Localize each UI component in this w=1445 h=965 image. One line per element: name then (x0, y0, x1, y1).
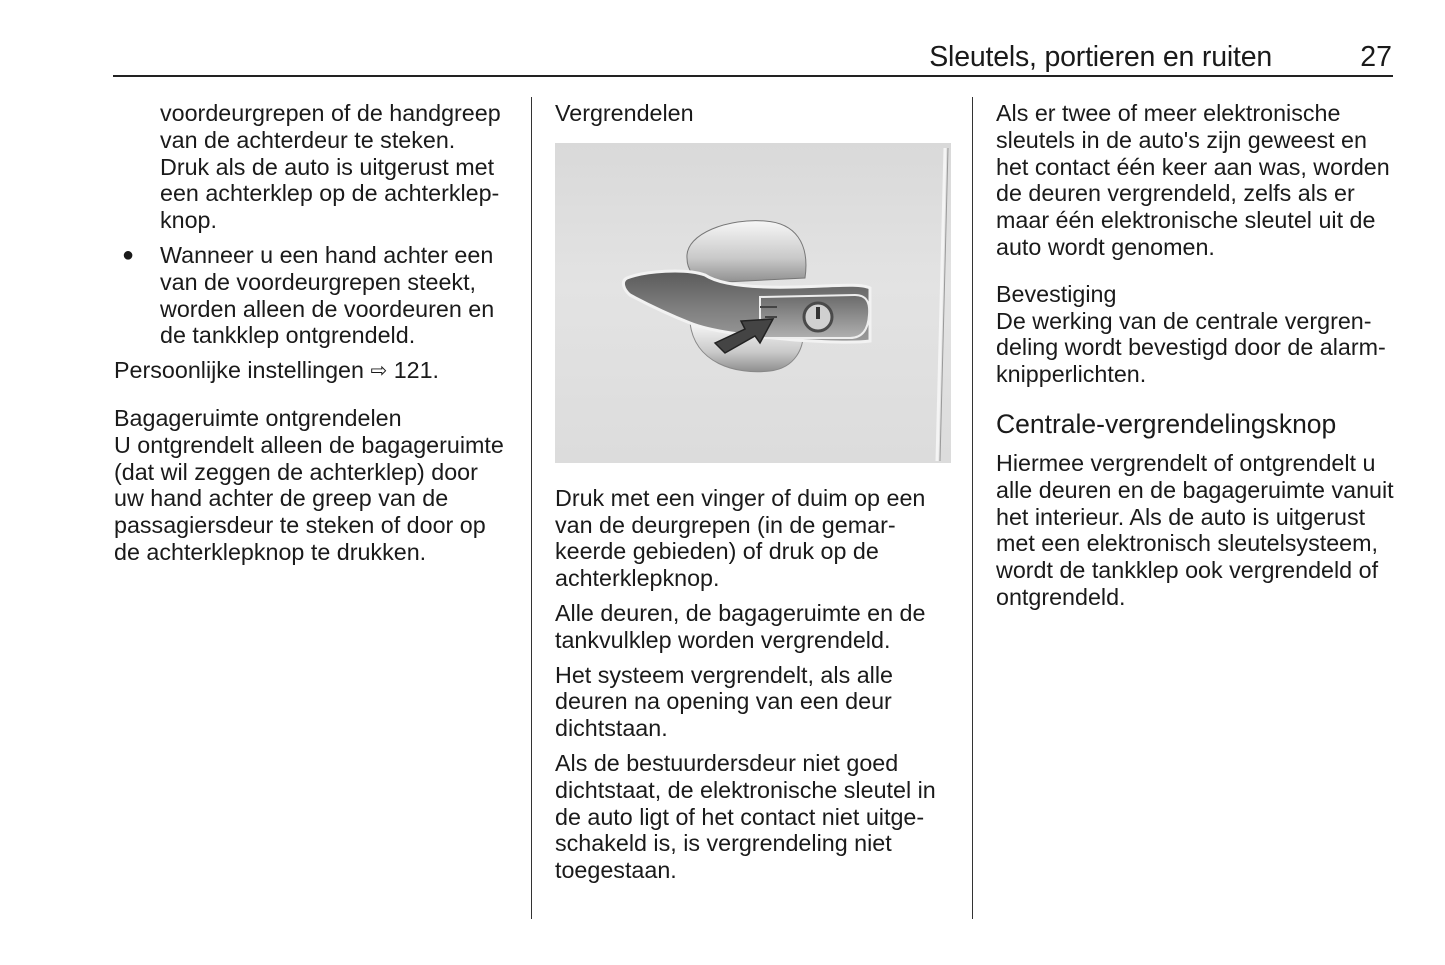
paragraph-intro: Als er twee of meer elektronische sleutels in de auto's zijn geweest en het contact één keer aan was, worden de deuren vergrendeld, zelfs als er maar één elektronische sleutel uit de auto wordt genomen. (996, 100, 1390, 260)
page-section-title: Sleutels, portieren en ruiten (929, 41, 1272, 73)
section-body: Hiermee vergrendelt of ontgrendelt u alle deuren en de bagageruimte vanuit het interieur. Als de auto is uitgerust met een elektronisch sleutelsysteem, wordt de tankklep ook vergrendeld of ontgrendeld. (996, 449, 1394, 610)
section-heading-centrale-vergrendelingsknop: Centrale-vergrendelingsknop (996, 408, 1337, 439)
column-divider-1 (531, 97, 532, 919)
column-divider-2 (972, 97, 973, 919)
door-handle-figure (555, 143, 951, 463)
column-1 (114, 100, 514, 566)
text-line: voordeurgrepen of de handgreep (160, 100, 501, 126)
xref-label: Persoonlijke instellingen (114, 357, 364, 384)
section-heading-vergrendelen: Vergrendelen (555, 100, 694, 126)
paragraph: Als de bestuurdersdeur niet goed dichtstaat, de elektronische sleutel in de auto ligt of het contact niet uitgeschakeld is, is vergrendeling niet toegestaan. (555, 749, 936, 884)
paragraph: Het systeem vergrendelt, als alle deuren na opening van een deur dichtstaan. (555, 661, 893, 742)
section-heading-bevestiging: Bevestiging (996, 280, 1117, 307)
text-line: van de achterdeur te steken. (160, 126, 456, 153)
paragraph: Alle deuren, de bagageruimte en de tankvulklep worden vergrendeld. (555, 599, 926, 653)
text-line: knop. (160, 207, 217, 234)
cross-reference[interactable] (114, 357, 514, 385)
bullet-icon: ● (122, 243, 135, 266)
header-rule (113, 75, 1393, 77)
page-number: 27 (1360, 41, 1392, 73)
text-line: een achterklep op de achterklep- (160, 180, 500, 207)
section-heading-bagageruimte: Bagageruimte ontgrendelen (114, 404, 402, 431)
door-handle-icon (555, 143, 951, 463)
section-body: U ontgrendelt alleen de bagageruimte (dat wil zeggen de achterklep) door uw hand achter de greep van de passagiersdeur te steken of door op de achterklepknop te drukken. (114, 431, 504, 565)
column-2 (555, 100, 955, 884)
section-body: De werking van de centrale vergrendeling wordt bevestigd door de alarmknipperlichten. (996, 307, 1386, 388)
text-line: Druk als de auto is uitgerust met (160, 153, 495, 180)
column-3 (996, 100, 1396, 611)
arrow-right-icon: ⇨ (370, 360, 388, 383)
paragraph: Druk met een vinger of duim op een van de deurgrepen (in de gemarkeerde gebieden) of druk op de achterklepknop. (555, 484, 926, 592)
bullet-continuation (114, 100, 514, 234)
xref-page[interactable]: 121. (393, 357, 440, 384)
bullet-list-item (114, 242, 514, 349)
bullet-text: Wanneer u een hand achter een van de voordeurgrepen steekt, worden alleen de voordeuren en de tankklep ontgrendeld. (160, 241, 495, 349)
